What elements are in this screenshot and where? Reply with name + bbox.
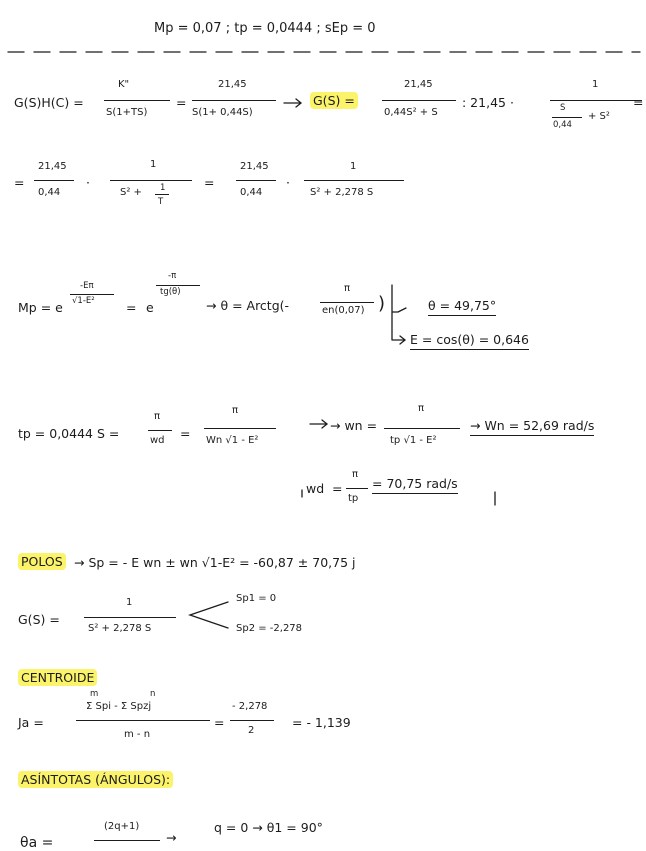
- frac1-num: K": [118, 79, 130, 90]
- frac2-den: S(1+ 0,44S): [192, 107, 253, 118]
- arrow-icon: [284, 99, 301, 107]
- notebook-page: Mp = 0,07 ; tp = 0,0444 ; sEp = 0 G(S)H(C) = K" S(1+TS) = 21,45 S(1+ 0,44S) G(S) = 21,45 0,44S² + S : 21,45 · 1 S 0,44 + S² = = 21,45 0,44 · 1 S² + 1 T = 21,45 0,44 · 1 S² + 2,278 S Mp = e -Eπ √1-E² = e -π tg(θ) → θ = Arctg(- π en(0,07) ) θ = 49,75° E = cos(θ) = 0,646 tp = 0,0444 S = π wd = π Wn √1 - E² → wn = π tp √1 - E² → Wn = 52,69 rad/s wd = π tp = 70,75 rad/s POLOS → Sp = - E wn ± wn √1-E² = -60,87 ± 70,75 j G(S) = 1 S² + 2,278 S Sp1 = 0 Sp2 = -2,278 CENTROIDE Ja = m n Σ Spi - Σ Spzj m - n = - 2,278 2 = - 1,139 ASÍNTOTAS (ÁNGULOS): θa = (2q+1) → q = 0 → θ1 = 90°: [0, 0, 646, 848]
- arrow-icon: [310, 420, 327, 428]
- frac3-num: 21,45: [404, 79, 433, 90]
- theta-result: θ = 49,75°: [428, 298, 496, 316]
- frac4-num: 1: [592, 79, 599, 90]
- wn-result: → Wn = 52,69 rad/s: [470, 418, 594, 436]
- pole-2: Sp2 = -2,278: [236, 623, 303, 634]
- open-loop-lhs: G(S)H(C) =: [14, 95, 84, 110]
- branch-chevron-icon: [190, 602, 228, 628]
- asintotas-label: ASÍNTOTAS (ÁNGULOS):: [18, 771, 173, 788]
- frac3-den: 0,44S² + S: [384, 107, 438, 118]
- epsilon-result: E = cos(θ) = 0,646: [410, 332, 529, 350]
- bracket-arrow-icon: [392, 285, 406, 344]
- frac1-den: S(1+TS): [106, 107, 148, 118]
- pole-1: Sp1 = 0: [236, 593, 277, 604]
- wd-result: = 70,75 rad/s: [372, 476, 458, 494]
- frac2-num: 21,45: [218, 79, 247, 90]
- poles-expression: → Sp = - E wn ± wn √1-E² = -60,87 ± 70,75 j: [74, 555, 356, 570]
- gs-highlight: G(S) =: [310, 92, 358, 109]
- polos-label: POLOS: [18, 553, 66, 570]
- q0-angle: q = 0 → θ1 = 90°: [214, 820, 323, 835]
- wd-label: wd: [306, 481, 325, 496]
- centroides-label: CENTROIDE: [18, 669, 97, 686]
- header-params: Mp = 0,07 ; tp = 0,0444 ; sEp = 0: [154, 21, 376, 36]
